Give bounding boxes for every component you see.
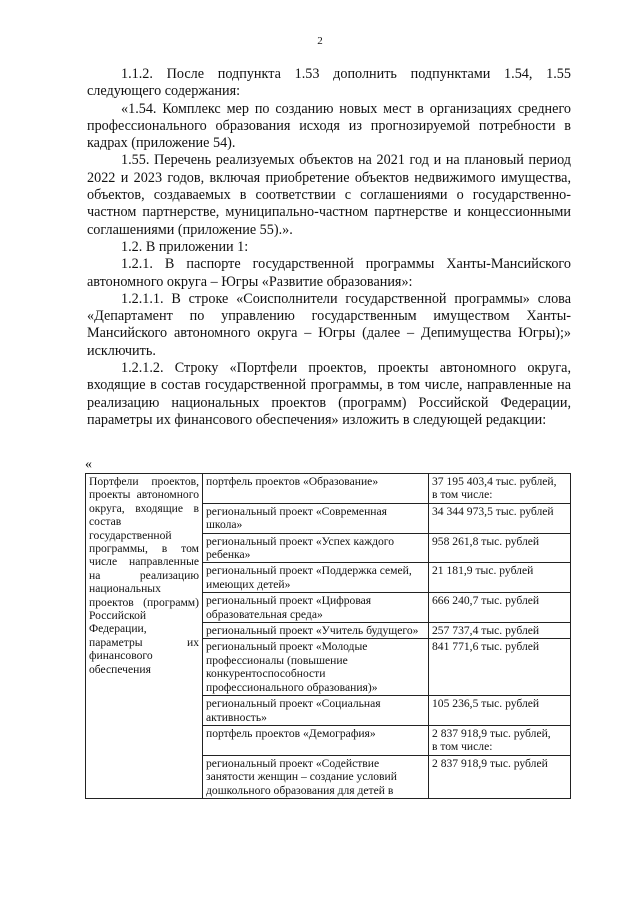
amount-cell: 841 771,6 тыс. рублей xyxy=(429,639,571,696)
opening-quote-mark: « xyxy=(85,457,92,472)
amount-cell xyxy=(429,474,571,504)
project-name-cell: региональный проект «Социальная активность» xyxy=(203,696,429,726)
page-number: 2 xyxy=(317,35,323,47)
paragraph: 1.2.1.2. Строку «Портфели проектов, проекты автономного округа, входящие в состав государственной программы, в том числе, направленные на реализацию национальных проектов (программ) Российской Федерации, параметры их финансового обеспечения» изложить в следующей редакции: xyxy=(87,360,571,428)
amount-cell: 2 837 918,9 тыс. рублей xyxy=(429,755,571,798)
project-name-cell: региональный проект «Цифровая образовательная среда» xyxy=(203,593,429,623)
amount-value: 2 837 918,9 тыс. рублей, xyxy=(432,726,551,740)
amount-cell: 105 236,5 тыс. рублей xyxy=(429,696,571,726)
amount-cell: 666 240,7 тыс. рублей xyxy=(429,593,571,623)
project-name-cell: региональный проект «Содействие занятости женщин – создание условий дошкольного образования для детей в xyxy=(203,755,429,798)
paragraph: 1.1.2. После подпункта 1.53 дополнить подпунктами 1.54, 1.55 следующего содержания: xyxy=(87,66,571,100)
amount-cell: 958 261,8 тыс. рублей xyxy=(429,533,571,563)
amount-cell: 21 181,9 тыс. рублей xyxy=(429,563,571,593)
project-name-cell: региональный проект «Поддержка семей, имеющих детей» xyxy=(203,563,429,593)
paragraph: 1.2.1. В паспорте государственной программы Ханты-Мансийского автономного округа – Югры «Развитие образования»: xyxy=(87,256,571,290)
amount-cell: 34 344 973,5 тыс. рублей xyxy=(429,503,571,533)
paragraph: 1.2. В приложении 1: xyxy=(121,238,249,255)
project-name-cell: региональный проект «Учитель будущего» xyxy=(203,623,429,639)
project-name-cell: региональный проект «Современная школа» xyxy=(203,503,429,533)
project-name-cell: региональный проект «Молодые профессионалы (повышение конкурентоспособности профессионального образования)» xyxy=(203,639,429,696)
body-text xyxy=(87,66,571,429)
project-name-cell: региональный проект «Успех каждого ребенка» xyxy=(203,533,429,563)
amount-value: 37 195 403,4 тыс. рублей, xyxy=(432,475,557,488)
amount-cell xyxy=(429,725,571,755)
paragraph: «1.54. Комплекс мер по созданию новых мест в организациях среднего профессионального образования исходя из прогнозируемой потребности в кадрах (приложение 54). xyxy=(87,100,571,152)
project-name-cell: портфель проектов «Демография» xyxy=(203,725,429,755)
project-name-cell: портфель проектов «Образование» xyxy=(203,474,429,504)
table-row xyxy=(86,474,571,504)
amount-note: в том числе: xyxy=(432,740,493,754)
row-header-cell: Портфели проектов, проекты автономного округа, входящие в состав государственной программы, в том числе направленные на реализацию национальных проектов (программ) Российской Федерации, параметры их финансового обеспечения xyxy=(86,474,203,799)
paragraph: 1.2.1.1. В строке «Соисполнители государственной программы» слова «Департамент по управлению государственным имуществом Ханты-Мансийского автономного округа – Югры (далее – Депимущества Югры);» исключить. xyxy=(87,290,571,359)
paragraph: 1.55. Перечень реализуемых объектов на 2021 год и на плановый период 2022 и 2023 годов, включая приобретение объектов недвижимого имущества, объектов, создаваемых в соответствии с соглашениями о государственно-частном партнерстве, муниципально-частном партнерстве и концессионными соглашениями (приложение 55).». xyxy=(87,152,571,238)
projects-table xyxy=(85,473,571,799)
amount-note: в том числе: xyxy=(432,488,493,502)
amount-cell: 257 737,4 тыс. рублей xyxy=(429,623,571,639)
